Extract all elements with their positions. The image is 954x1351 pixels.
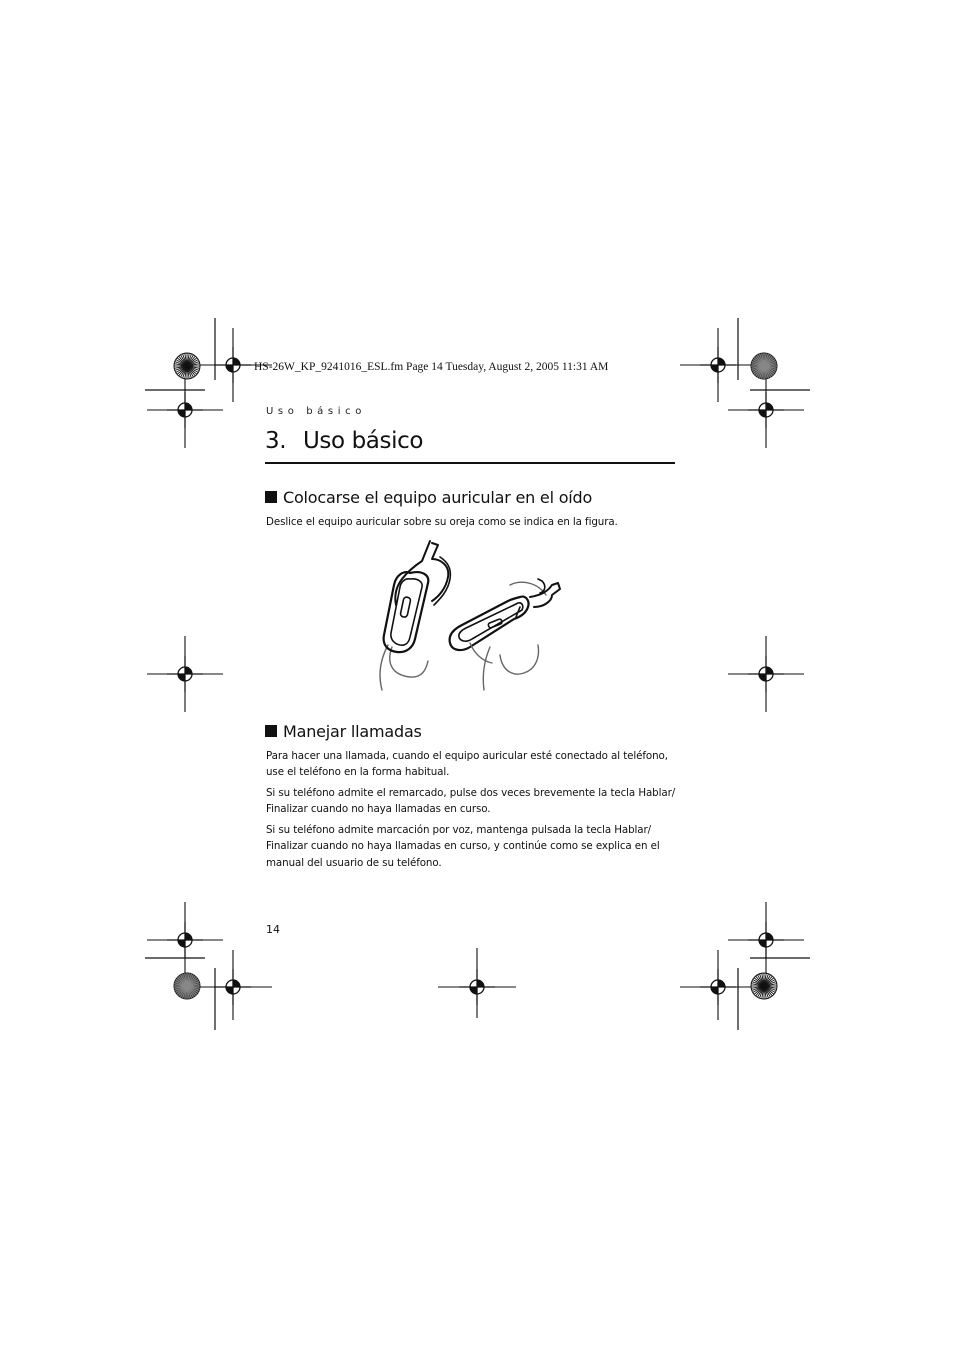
section2-paragraph-1	[266, 748, 676, 781]
section1-heading: Colocarse el equipo auricular en el oído	[283, 488, 593, 507]
paragraph-line: Si su teléfono admite marcación por voz, mantenga pulsada la tecla Hablar/	[266, 824, 652, 836]
section1-body	[266, 514, 676, 530]
chapter-number: 3.	[265, 428, 287, 454]
slug-line: HS-26W_KP_9241016_ESL.fm Page 14 Tuesday, August 2, 2005 11:31 AM	[254, 361, 609, 373]
starburst-target	[751, 973, 777, 999]
starburst-target	[751, 353, 777, 379]
paragraph-line: Finalizar cuando no haya llamadas en curso, y continúe como se explica en el	[266, 840, 660, 853]
starburst-target	[174, 353, 200, 379]
paragraph-line: use el teléfono en la forma habitual.	[266, 766, 450, 779]
section2-paragraph-2	[266, 785, 676, 818]
running-header: Uso básico	[266, 406, 366, 417]
page-number: 14	[266, 923, 280, 936]
paragraph-line: Para hacer una llamada, cuando el equipo auricular esté conectado al teléfono,	[266, 750, 668, 762]
chapter-heading	[265, 428, 675, 464]
paragraph-line: manual del usuario de su teléfono.	[266, 856, 442, 869]
bullet-square-icon	[265, 725, 277, 737]
paragraph-line: Finalizar cuando no haya llamadas en curso.	[266, 803, 491, 816]
paragraph-line: Si su teléfono admite el remarcado, pulse dos veces brevemente la tecla Hablar/	[266, 787, 676, 799]
section-heading-wearing	[265, 488, 592, 507]
section2-heading: Manejar llamadas	[283, 722, 422, 741]
section-heading-calls	[265, 722, 422, 741]
bullet-square-icon	[265, 491, 277, 503]
starburst-target	[174, 973, 200, 999]
paragraph-line: Deslice el equipo auricular sobre su oreja como se indica en la figura.	[266, 516, 618, 528]
chapter-title: Uso básico	[303, 428, 423, 454]
headset-on-ear-figure	[370, 535, 570, 695]
section2-paragraph-3	[266, 822, 676, 871]
